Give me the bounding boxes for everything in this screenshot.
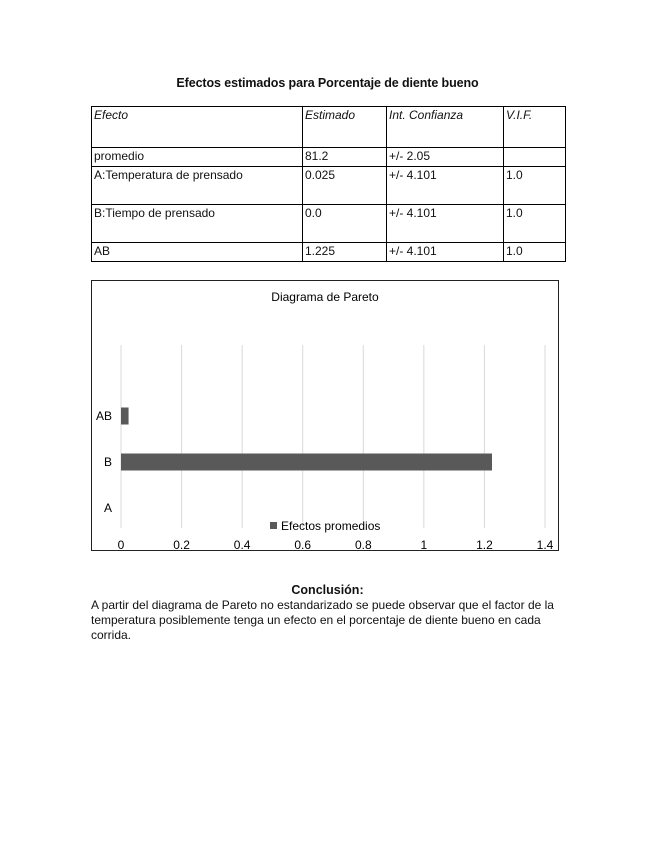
legend-label: Efectos promedios [281, 519, 381, 533]
page-title: Efectos estimados para Porcentaje de diente bueno [176, 76, 479, 90]
table-cell: 0.025 [303, 167, 387, 205]
x-tick-label: 0.8 [354, 538, 372, 550]
gridlines [121, 345, 545, 528]
pareto-chart-svg [92, 281, 558, 550]
conclusion-text: A partir del diagrama de Pareto no estandarizado se puede observar que el factor de la temperatura posiblemente tenga un efecto en el porcentaje de diente bueno en cada corrida. [91, 598, 554, 642]
table-header-row [92, 107, 566, 148]
table-row [92, 148, 566, 167]
x-tick-label: 1.2 [476, 538, 493, 550]
y-category-label: B [103, 455, 112, 469]
table-cell: B:Tiempo de prensado [92, 205, 303, 243]
table-cell: 1.0 [504, 205, 566, 243]
x-tick-label: 1.4 [536, 538, 554, 550]
column-header: V.I.F. [504, 107, 566, 148]
column-header: Efecto [92, 107, 303, 148]
bar-b [121, 454, 492, 471]
table-cell: 0.0 [303, 205, 387, 243]
column-header: Int. Confianza [387, 107, 504, 148]
x-tick-label: 0.6 [294, 538, 312, 550]
category-labels [96, 409, 112, 515]
table-cell: 1.0 [504, 243, 566, 262]
table-cell: +/- 4.101 [387, 243, 504, 262]
pareto-chart [91, 280, 559, 551]
table-cell: +/- 4.101 [387, 167, 504, 205]
table-row [92, 167, 566, 205]
table-cell: 1.0 [504, 167, 566, 205]
table-cell: A:Temperatura de prensado [92, 167, 303, 205]
effects-table [91, 106, 566, 262]
x-tick-label: 0.4 [233, 538, 251, 550]
table-cell: 1.225 [303, 243, 387, 262]
table-cell: +/- 4.101 [387, 205, 504, 243]
table-cell: promedio [92, 148, 303, 167]
y-category-label: A [103, 501, 112, 515]
x-tick-label: 0 [117, 538, 125, 550]
table-cell [504, 148, 566, 167]
x-tick-label: 0.2 [173, 538, 190, 550]
bar-ab [121, 408, 129, 425]
x-tick-label: 1 [420, 538, 428, 550]
conclusion-title: Conclusión: [291, 583, 364, 597]
table-cell: AB [92, 243, 303, 262]
table-cell: 81.2 [303, 148, 387, 167]
table-row [92, 205, 566, 243]
bars [121, 408, 492, 471]
legend [270, 519, 380, 533]
y-category-label: AB [95, 409, 112, 423]
table-cell: +/- 2.05 [387, 148, 504, 167]
x-axis-ticks [118, 538, 554, 550]
chart-title: Diagrama de Pareto [271, 290, 379, 304]
legend-swatch [270, 522, 277, 529]
column-header: Estimado [303, 107, 387, 148]
table-row [92, 243, 566, 262]
